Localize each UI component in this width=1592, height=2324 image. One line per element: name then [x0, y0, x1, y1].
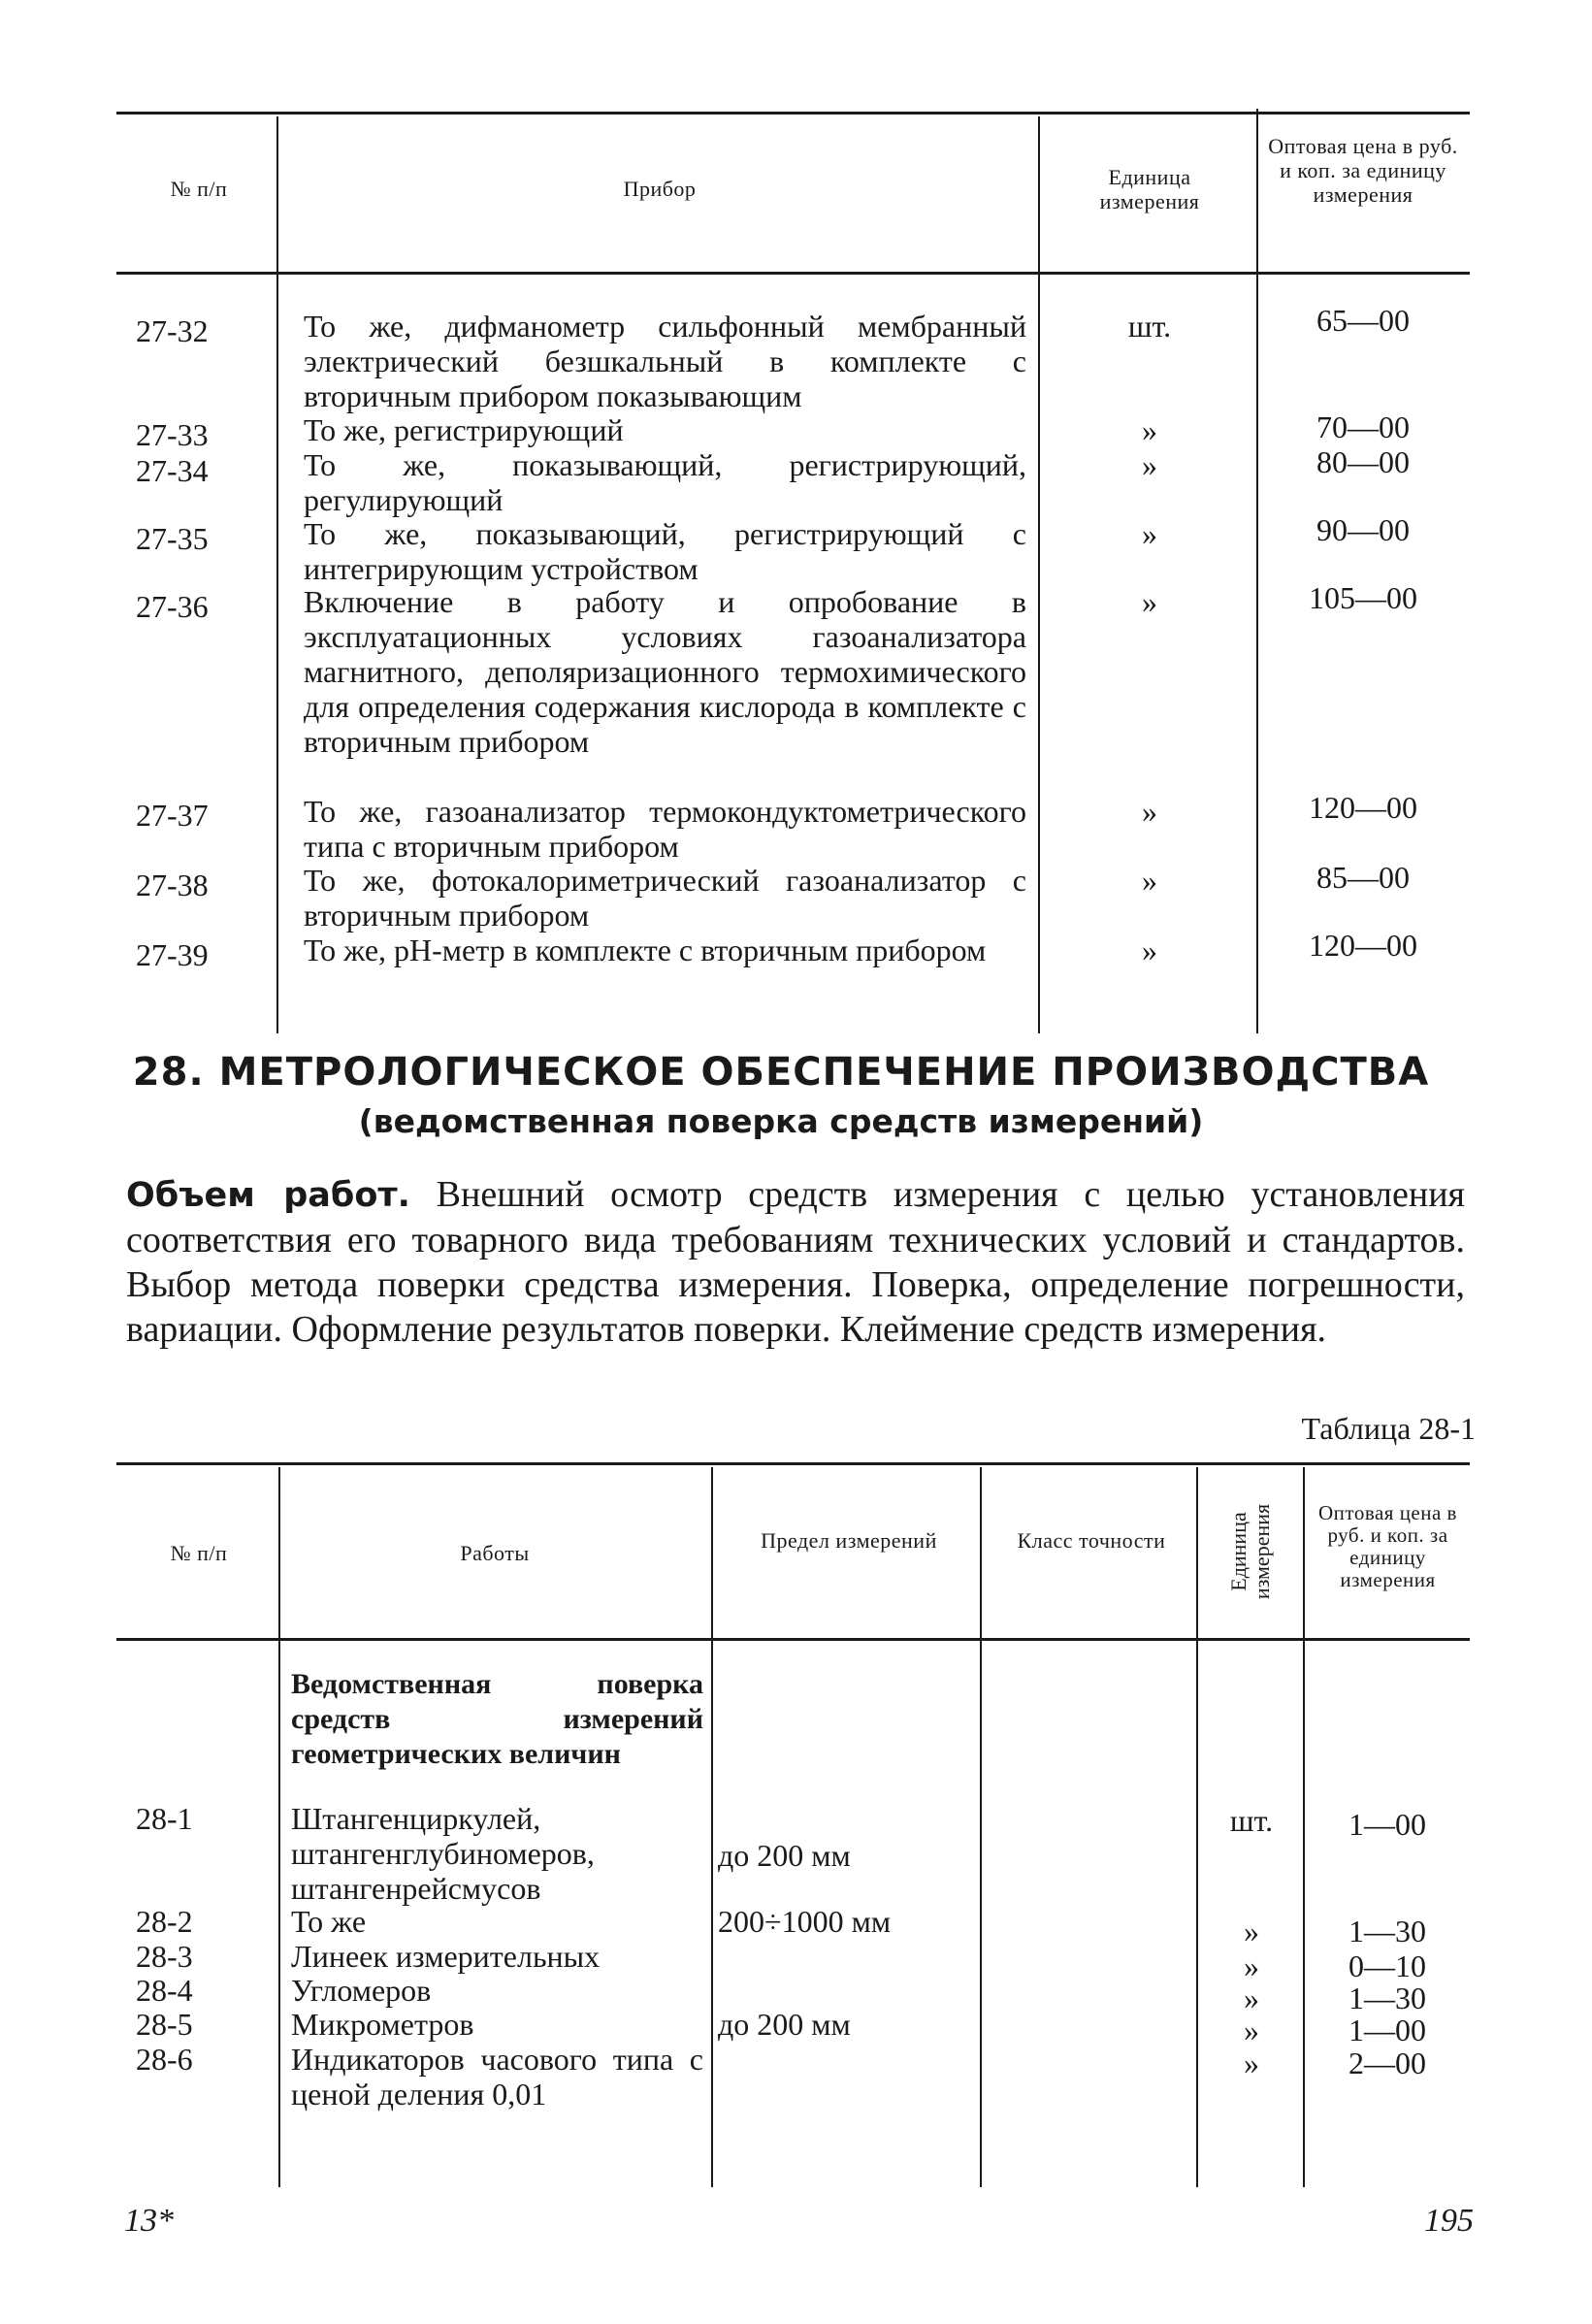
table1-header-rule [116, 272, 1470, 275]
row-description: Микрометров [291, 2007, 474, 2042]
row-unit: » [1142, 933, 1157, 967]
row-number: 27-39 [136, 937, 209, 972]
row-description: Штангенциркулей, штангенглубиномеров, штангенрейсмусов [291, 1801, 595, 1906]
row-description: То же [291, 1904, 367, 1939]
row-number: 27-35 [136, 521, 209, 556]
row-limit: 200÷1000 мм [718, 1904, 892, 1939]
row-price: 105—00 [1309, 580, 1417, 615]
row-price: 1—30 [1348, 1980, 1426, 2015]
table2-col-divider [1196, 1467, 1198, 2187]
scope-of-work-paragraph [126, 1172, 1465, 1352]
row-price: 65—00 [1316, 303, 1410, 338]
table2-col-divider [980, 1467, 982, 2187]
row-price: 0—10 [1348, 1948, 1426, 1983]
table1-header-device: Прибор [623, 177, 697, 201]
row-unit: » [1142, 584, 1157, 619]
row-number: 27-38 [136, 867, 209, 902]
table2-header-num: № п/п [170, 1541, 228, 1565]
row-unit: » [1244, 2013, 1259, 2047]
row-unit: » [1142, 516, 1157, 551]
row-description: То же, газоанализатор термокондуктометрического типа с вторичным прибором [304, 794, 1026, 864]
table2-header-class: Класс точности [1017, 1528, 1166, 1553]
row-price: 1—00 [1348, 1807, 1426, 1842]
row-unit: » [1142, 863, 1157, 898]
table1-col-divider [1038, 116, 1040, 1033]
row-description: То же, фотокалориметрический газоанализатор с вторичным прибором [304, 863, 1026, 933]
table-label: Таблица 28-1 [1301, 1411, 1476, 1446]
row-price: 85—00 [1316, 860, 1410, 895]
table2-header-unit: Единица измерения [1226, 1503, 1274, 1600]
table1-header-num: № п/п [170, 177, 228, 201]
row-number: 28-4 [136, 1973, 193, 2008]
row-description: То же, рН-метр в комплекте с вторичным прибором [304, 933, 987, 967]
row-description: Угломеров [291, 1973, 432, 2008]
row-unit: шт. [1229, 1803, 1274, 1838]
row-price: 120—00 [1309, 790, 1417, 825]
table2-top-rule [116, 1462, 1470, 1465]
section-title: 28. МЕТРОЛОГИЧЕСКОЕ ОБЕСПЕЧЕНИЕ ПРОИЗВОДСТВА [132, 1050, 1430, 1095]
row-number: 28-6 [136, 2042, 193, 2077]
table1-header-unit: Единица измерения [1099, 165, 1200, 213]
table1-col-divider [1256, 109, 1258, 1033]
table2-col-divider [711, 1467, 713, 2187]
row-price: 80—00 [1316, 444, 1410, 479]
section-subtitle: (ведомственная поверка средств измерений) [358, 1102, 1204, 1140]
row-description: Индикаторов часового типа с ценой деления 0,01 [291, 2042, 703, 2111]
signature-mark: 13* [124, 2203, 174, 2239]
row-unit: » [1244, 1914, 1259, 1948]
row-unit: » [1244, 2046, 1259, 2080]
row-description: То же, дифманометр сильфонный мембранный электрический безшкальный в комплекте с вторичным прибором показывающим [304, 309, 1026, 413]
row-limit: до 200 мм [718, 1838, 851, 1873]
row-unit: » [1142, 794, 1157, 829]
table2-header-limit: Предел измерений [761, 1528, 937, 1553]
table2-header-rule [116, 1638, 1470, 1641]
scope-lead: Объем работ. [126, 1176, 410, 1215]
row-price: 1—00 [1348, 2013, 1426, 2047]
row-price: 2—00 [1348, 2046, 1426, 2080]
row-description: То же, регистрирующий [304, 412, 624, 447]
row-number: 28-5 [136, 2007, 193, 2042]
row-price: 120—00 [1309, 928, 1417, 963]
scope-text: Внешний осмотр средств измерения с целью установления соответствия его товарного вида требованиям технических условий и стандартов. Выбор метода поверки средства измерения. Поверка, определение погрешности, вариации. Оформление результатов поверки. Клеймение средств измерения. [126, 1174, 1466, 1350]
row-price: 1—30 [1348, 1914, 1426, 1948]
row-description: Включение в работу и опробование в эксплуатационных условиях газоанализатора магнитного, деполяризационного термохимического для определения содержания кислорода в комплекте с вторичным прибором [304, 584, 1026, 759]
table2-col-divider [1303, 1467, 1305, 2187]
row-description: Линеек измерительных [291, 1939, 601, 1974]
row-unit: » [1244, 1980, 1259, 2015]
row-description: То же, показывающий, регистрирующий с интегрирующим устройством [304, 516, 1026, 586]
row-number: 27-34 [136, 453, 209, 488]
table2-col-divider [278, 1467, 280, 2187]
row-description: То же, показывающий, регистрирующий, регулирующий [304, 447, 1026, 517]
row-number: 28-1 [136, 1801, 193, 1836]
row-unit: » [1142, 412, 1157, 447]
row-number: 27-32 [136, 313, 209, 348]
row-number: 27-37 [136, 798, 209, 833]
row-unit: шт. [1127, 309, 1172, 344]
table1-top-rule [116, 112, 1470, 115]
table1-header-price: Оптовая цена в руб. и коп. за единицу измерения [1268, 134, 1458, 207]
table2-header-work: Работы [460, 1541, 530, 1565]
row-price: 70—00 [1316, 409, 1410, 444]
row-number: 28-2 [136, 1904, 193, 1939]
row-number: 27-36 [136, 589, 209, 624]
row-number: 27-33 [136, 417, 209, 452]
row-limit: до 200 мм [718, 2007, 851, 2042]
table2-header-price: Оптовая цена в руб. и коп. за единицу измерения [1318, 1501, 1457, 1591]
table2-group-title: Ведомственная поверка средств измерений геометрических величин [291, 1668, 703, 1770]
table1-col-divider [276, 116, 278, 1033]
row-unit: » [1142, 447, 1157, 482]
page-number: 195 [1424, 2203, 1474, 2239]
row-unit: » [1244, 1948, 1259, 1983]
row-price: 90—00 [1316, 512, 1410, 547]
row-number: 28-3 [136, 1939, 193, 1974]
